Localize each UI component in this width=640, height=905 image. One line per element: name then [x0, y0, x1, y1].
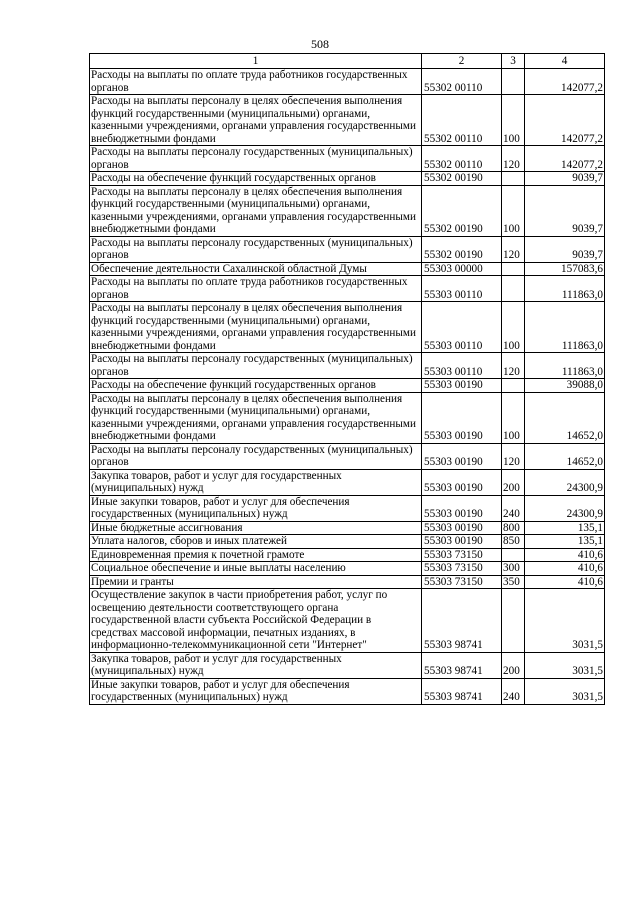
budget-table: [89, 53, 605, 705]
table-row: [90, 548, 605, 562]
row-type-cell: [502, 69, 525, 95]
row-code-cell: 55303 98741: [422, 652, 502, 678]
table-row: [90, 443, 605, 469]
row-type-cell: 850: [502, 535, 525, 549]
table-row: [90, 392, 605, 443]
row-code-cell: 55303 00190: [422, 379, 502, 393]
row-code-cell: 55303 00110: [422, 276, 502, 302]
row-type-cell: 100: [502, 302, 525, 353]
row-name-cell: Расходы на обеспечение функций государственных органов: [90, 379, 422, 393]
row-code-cell: 55303 00190: [422, 443, 502, 469]
row-code-cell: 55302 00190: [422, 236, 502, 262]
row-amount-cell: 142077,2: [525, 69, 605, 95]
row-code-cell: 55302 00190: [422, 185, 502, 236]
table-row: [90, 521, 605, 535]
row-name-cell: Иные закупки товаров, работ и услуг для обеспечения государственных (муниципальных) нужд: [90, 678, 422, 704]
table-row: [90, 589, 605, 653]
row-type-cell: 100: [502, 95, 525, 146]
row-code-cell: 55303 00110: [422, 302, 502, 353]
table-row: [90, 276, 605, 302]
row-name-cell: Уплата налогов, сборов и иных платежей: [90, 535, 422, 549]
table-row: [90, 262, 605, 276]
table-row: [90, 652, 605, 678]
table-row: [90, 575, 605, 589]
row-name-cell: Расходы на выплаты персоналу в целях обеспечения выполнения функций государственными (муниципальными) органами, казенными учреждениями, органами управления государственными внебюджетными фондами: [90, 95, 422, 146]
row-type-cell: 100: [502, 392, 525, 443]
row-amount-cell: 135,1: [525, 535, 605, 549]
row-name-cell: Единовременная премия к почетной грамоте: [90, 548, 422, 562]
row-code-cell: 55303 00000: [422, 262, 502, 276]
table-row: [90, 469, 605, 495]
row-code-cell: 55303 98741: [422, 678, 502, 704]
row-amount-cell: 24300,9: [525, 495, 605, 521]
column-header: 4: [525, 54, 605, 69]
row-name-cell: Расходы на выплаты персоналу в целях обеспечения выполнения функций государственными (муниципальными) органами, казенными учреждениями, органами управления государственными внебюджетными фондами: [90, 302, 422, 353]
row-name-cell: Закупка товаров, работ и услуг для государственных (муниципальных) нужд: [90, 652, 422, 678]
row-type-cell: [502, 172, 525, 186]
row-type-cell: 120: [502, 236, 525, 262]
row-amount-cell: 14652,0: [525, 443, 605, 469]
row-code-cell: 55303 73150: [422, 548, 502, 562]
row-name-cell: Расходы на выплаты персоналу государственных (муниципальных) органов: [90, 353, 422, 379]
row-code-cell: 55303 00190: [422, 535, 502, 549]
table-row: [90, 495, 605, 521]
table-row: [90, 185, 605, 236]
column-header: 3: [502, 54, 525, 69]
row-type-cell: [502, 262, 525, 276]
row-type-cell: 100: [502, 185, 525, 236]
row-name-cell: Расходы на обеспечение функций государственных органов: [90, 172, 422, 186]
row-amount-cell: 9039,7: [525, 172, 605, 186]
row-code-cell: 55303 00190: [422, 521, 502, 535]
row-code-cell: 55303 00190: [422, 495, 502, 521]
row-code-cell: 55303 00190: [422, 392, 502, 443]
table-row: [90, 379, 605, 393]
row-amount-cell: 157083,6: [525, 262, 605, 276]
row-amount-cell: 39088,0: [525, 379, 605, 393]
column-header: 2: [422, 54, 502, 69]
row-type-cell: [502, 548, 525, 562]
row-amount-cell: 3031,5: [525, 652, 605, 678]
row-amount-cell: 135,1: [525, 521, 605, 535]
row-code-cell: 55303 73150: [422, 575, 502, 589]
row-code-cell: 55302 00110: [422, 69, 502, 95]
row-type-cell: 240: [502, 495, 525, 521]
row-type-cell: [502, 276, 525, 302]
row-code-cell: 55302 00190: [422, 172, 502, 186]
row-name-cell: Социальное обеспечение и иные выплаты населению: [90, 562, 422, 576]
row-name-cell: Иные закупки товаров, работ и услуг для обеспечения государственных (муниципальных) нужд: [90, 495, 422, 521]
table-row: [90, 69, 605, 95]
row-type-cell: 120: [502, 146, 525, 172]
row-type-cell: 300: [502, 562, 525, 576]
row-amount-cell: 410,6: [525, 562, 605, 576]
row-amount-cell: 9039,7: [525, 185, 605, 236]
row-type-cell: 200: [502, 652, 525, 678]
table-row: [90, 236, 605, 262]
table-row: [90, 535, 605, 549]
row-name-cell: Расходы на выплаты персоналу государственных (муниципальных) органов: [90, 443, 422, 469]
row-amount-cell: 3031,5: [525, 589, 605, 653]
row-name-cell: Премии и гранты: [90, 575, 422, 589]
row-name-cell: Обеспечение деятельности Сахалинской областной Думы: [90, 262, 422, 276]
table-row: [90, 353, 605, 379]
row-name-cell: Закупка товаров, работ и услуг для государственных (муниципальных) нужд: [90, 469, 422, 495]
row-name-cell: Иные бюджетные ассигнования: [90, 521, 422, 535]
row-name-cell: Расходы на выплаты персоналу государственных (муниципальных) органов: [90, 146, 422, 172]
row-type-cell: 240: [502, 678, 525, 704]
row-name-cell: Расходы на выплаты персоналу государственных (муниципальных) органов: [90, 236, 422, 262]
row-name-cell: Расходы на выплаты по оплате труда работников государственных органов: [90, 69, 422, 95]
table-row: [90, 146, 605, 172]
row-amount-cell: 3031,5: [525, 678, 605, 704]
row-type-cell: 350: [502, 575, 525, 589]
row-type-cell: 200: [502, 469, 525, 495]
table-row: [90, 95, 605, 146]
row-code-cell: 55302 00110: [422, 146, 502, 172]
table-row: [90, 172, 605, 186]
page-number: 508: [311, 37, 329, 51]
table-row: [90, 302, 605, 353]
row-code-cell: 55303 98741: [422, 589, 502, 653]
row-amount-cell: 24300,9: [525, 469, 605, 495]
row-code-cell: 55303 73150: [422, 562, 502, 576]
row-code-cell: 55303 00190: [422, 469, 502, 495]
table-row: [90, 562, 605, 576]
row-code-cell: 55303 00110: [422, 353, 502, 379]
row-name-cell: Расходы на выплаты персоналу в целях обеспечения выполнения функций государственными (муниципальными) органами, казенными учреждениями, органами управления государственными внебюджетными фондами: [90, 392, 422, 443]
table-row: [90, 678, 605, 704]
row-amount-cell: 410,6: [525, 575, 605, 589]
row-amount-cell: 410,6: [525, 548, 605, 562]
row-type-cell: [502, 589, 525, 653]
row-code-cell: 55302 00110: [422, 95, 502, 146]
row-type-cell: [502, 379, 525, 393]
row-amount-cell: 142077,2: [525, 146, 605, 172]
row-amount-cell: 142077,2: [525, 95, 605, 146]
row-name-cell: Расходы на выплаты по оплате труда работников государственных органов: [90, 276, 422, 302]
row-name-cell: Расходы на выплаты персоналу в целях обеспечения выполнения функций государственными (муниципальными) органами, казенными учреждениями, органами управления государственными внебюджетными фондами: [90, 185, 422, 236]
row-type-cell: 800: [502, 521, 525, 535]
row-amount-cell: 9039,7: [525, 236, 605, 262]
row-amount-cell: 111863,0: [525, 302, 605, 353]
row-amount-cell: 111863,0: [525, 276, 605, 302]
row-amount-cell: 111863,0: [525, 353, 605, 379]
row-type-cell: 120: [502, 353, 525, 379]
row-amount-cell: 14652,0: [525, 392, 605, 443]
row-name-cell: Осуществление закупок в части приобретения работ, услуг по освещению деятельности соответствующего органа государственной власти субъекта Российской Федерации в средствах массовой информации, печатных изданиях, в информационно-телекоммуникационной сети "Интернет": [90, 589, 422, 653]
row-type-cell: 120: [502, 443, 525, 469]
table-header-row: [90, 54, 605, 69]
column-header: 1: [90, 54, 422, 69]
